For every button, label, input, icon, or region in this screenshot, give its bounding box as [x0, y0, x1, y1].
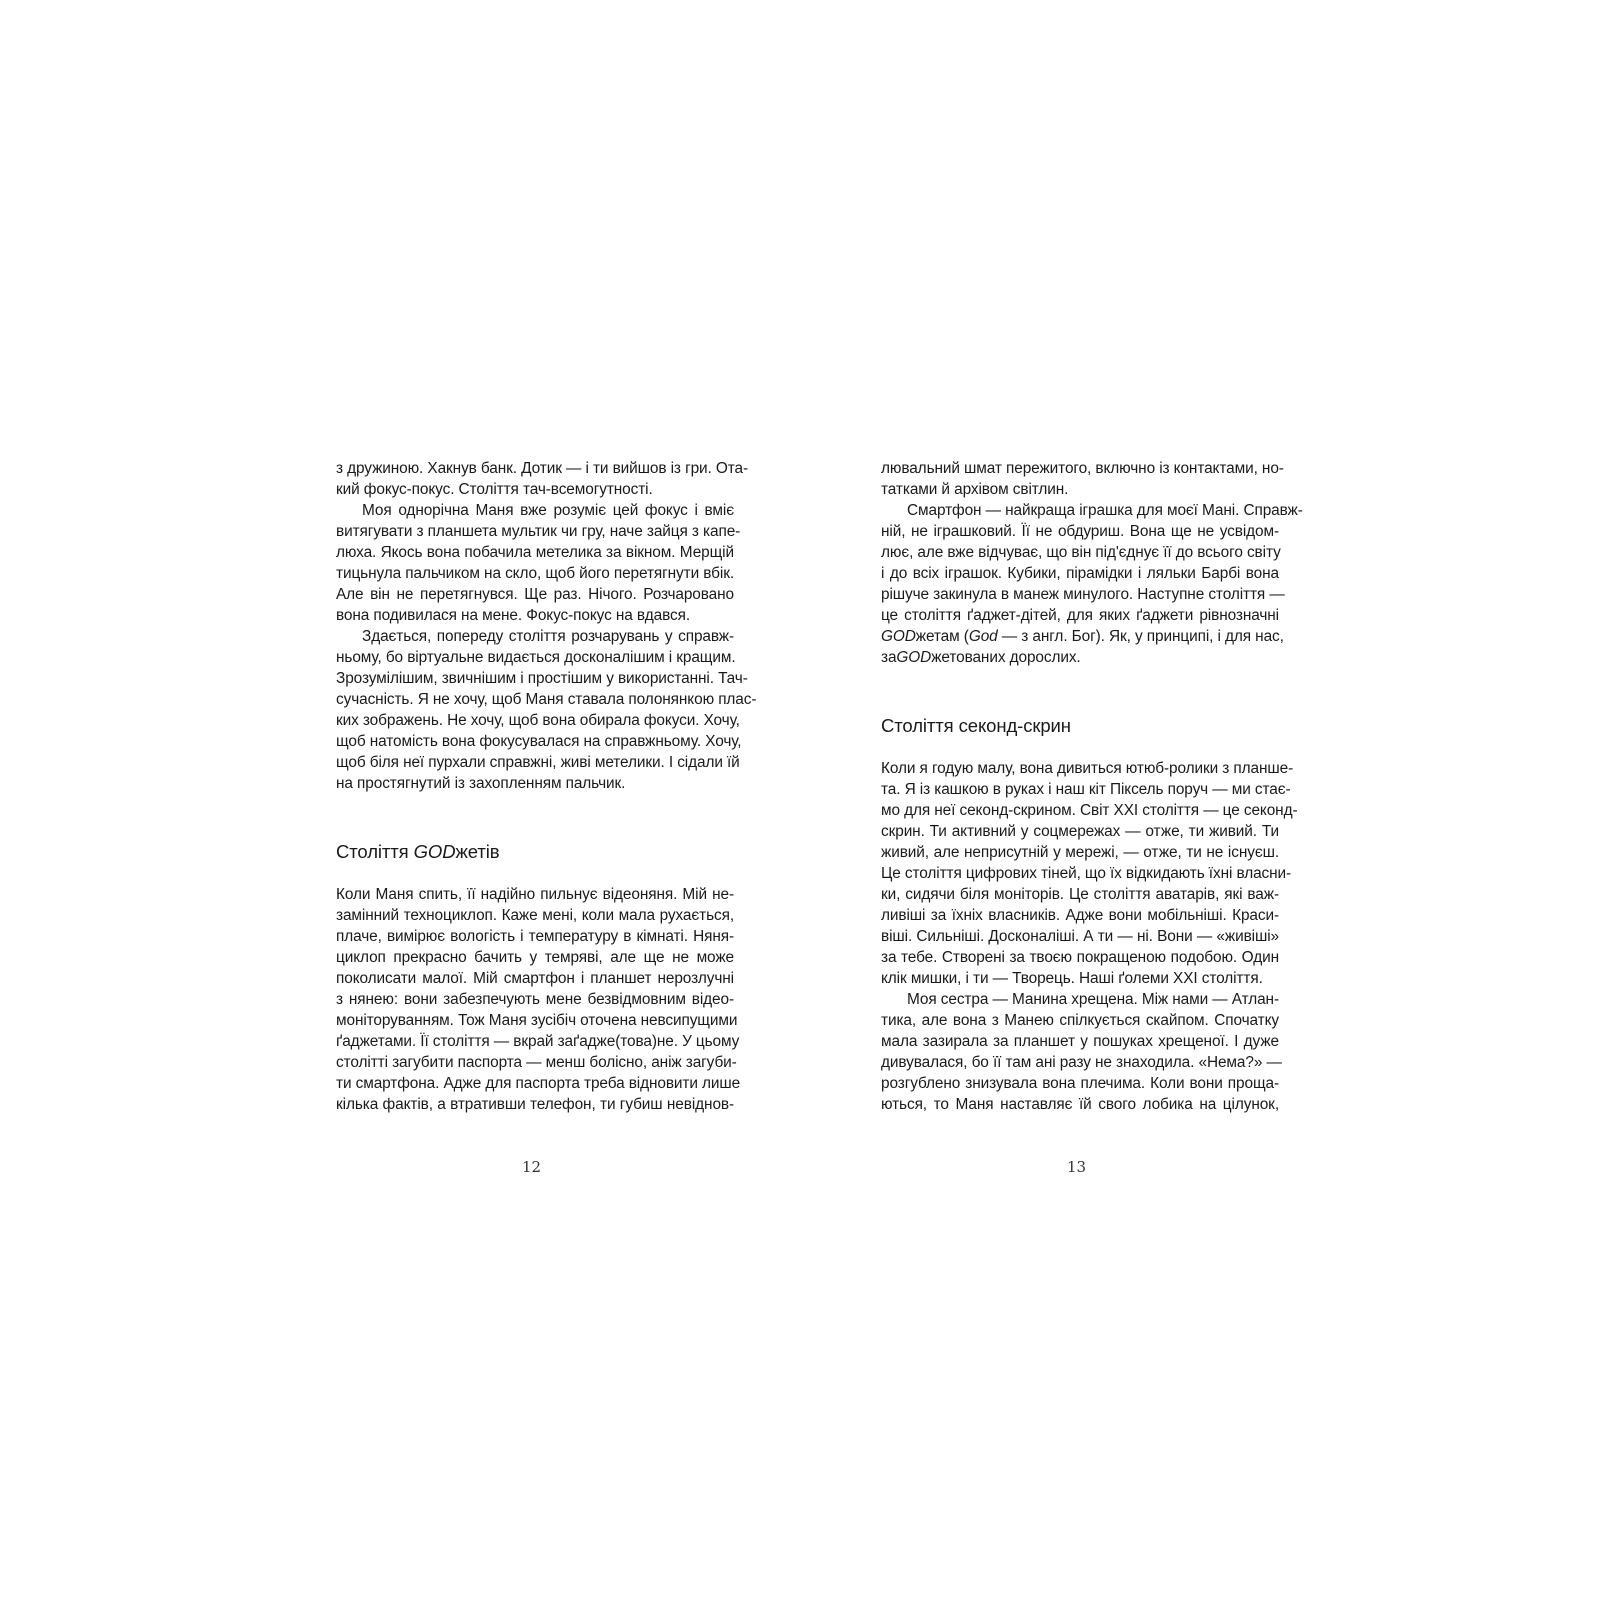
text-line: щоб натомість вона фокусувалася на справжньому. Хочу, [336, 733, 742, 750]
text-line: Здається, попереду століття розчарувань у справж- [362, 628, 734, 645]
text-line: столітті загубити паспорта — менш болісно, аніж загуби- [336, 1054, 737, 1071]
text-line: на простягнутий із захопленням пальчик. [336, 775, 626, 792]
spacer [336, 864, 734, 884]
text-line: Але він не перетягнувся. Ще раз. Нічого. Розчаровано [336, 586, 734, 603]
text-line: Смартфон — найкраща іграшка для моєї Мані. Справж- [907, 502, 1303, 519]
section-heading [336, 840, 734, 864]
text-line: татками й архівом світлин. [881, 481, 1069, 498]
text-line: ній, не іграшковий. Її не обдуриш. Вона ще не усвідом- [881, 523, 1279, 540]
text-line: Це століття цифрових тіней, що їх відкидають їхні власни- [881, 865, 1292, 882]
text-line: за тебе. Створені за твоєю покращеною подобою. Один [881, 949, 1279, 966]
text-line: ких зображень. Не хочу, щоб вона обирала фокуси. Хочу, [336, 712, 740, 729]
text-line: з дружиною. Хакнув банк. Дотик — і ти вийшов із гри. Ота- [336, 460, 749, 477]
text-line: ються, то Маня наставляє їй свого лобика на цілунок, [881, 1096, 1279, 1113]
text-line: ти смартфона. Адже для паспорта треба відновити лише [336, 1075, 741, 1092]
text-line: живий, але неприсутній у мережі, — отже, ти не існуєш. [881, 844, 1279, 861]
heading-text: Століття [336, 841, 414, 862]
text-line: ґаджетами. Її століття — вкрай заґадже(това)не. У цьому [336, 1033, 740, 1050]
text-line: з нянею: вони забезпечують мене безвідмовним відео- [336, 991, 734, 1008]
heading-text: жетів [455, 841, 500, 862]
text-line: Коли Маня спить, її надійно пильнує відеоняня. Мій не- [336, 886, 734, 903]
text-line [881, 626, 1284, 647]
text-line: скрин. Ти активний у соцмережах — отже, ти живий. Ти [881, 823, 1279, 840]
text-line: Моя сестра — Манина хрещена. Між нами — Атлан- [907, 991, 1279, 1008]
text-line [881, 647, 1279, 668]
text-line: та. Я із кашкою в руках і наш кіт Піксель поруч — ми стає- [881, 781, 1291, 798]
text-line: ньому, бо віртуальне видається досконалішим і кращим. [336, 649, 736, 666]
text-line: це століття ґаджет-дітей, для яких ґаджети рівнозначні [881, 607, 1279, 624]
text-line: і до всіх іграшок. Кубики, пірамідки і ляльки Барбі вона [881, 565, 1279, 582]
text-line: моніторуванням. Тож Маня зусібіч оточена невсипущими [336, 1012, 738, 1029]
text-line: тицьнула пальчиком на скло, щоб його перетягнути вбік. [336, 565, 735, 582]
text-line: клік мишки, і ти — Творець. Наші ґолеми XXI століття. [881, 970, 1263, 987]
left-page-text [336, 458, 757, 1115]
text-line: віші. Сильніші. Досконаліші. А ти — ні. Вони — «живіші» [881, 928, 1279, 945]
text-fragment: за [881, 649, 897, 666]
page-number: 12 [522, 1158, 542, 1176]
italic-text: God [968, 628, 998, 645]
text-line: рішуче закинула в манеж минулого. Наступне століття — [881, 586, 1285, 603]
text-line: ки, сидячи біля моніторів. Це століття аватарів, які важ- [881, 886, 1279, 903]
spacer [881, 738, 1279, 758]
text-line: тика, але вона з Манею спілкується скайпом. Спочатку [881, 1012, 1279, 1029]
section-heading: Століття секонд-скрин [881, 715, 1071, 736]
text-fragment: — з англ. Бог). Як, у принципі, і для нас, [997, 628, 1284, 645]
text-fragment: жетованих дорослих. [931, 649, 1081, 666]
text-line: кілька фактів, а втративши телефон, ти губиш невіднов- [336, 1096, 734, 1113]
text-fragment: жетам ( [915, 628, 969, 645]
text-line: мала зазирала за планшет у пошуках хрещеної. І дуже [881, 1033, 1279, 1050]
italic-text: GOD [881, 628, 916, 645]
text-line: сучасність. Я не хочу, щоб Маня ставала полонянкою плас- [336, 691, 757, 708]
heading-italic: GOD [413, 841, 456, 862]
right-page [800, 0, 1600, 1600]
page-number: 13 [1067, 1158, 1087, 1176]
spacer [881, 668, 1279, 714]
spacer [336, 794, 734, 840]
text-line: поколисати малої. Мій смартфон і планшет нерозлучні [336, 970, 734, 987]
text-line: Моя однорічна Маня вже розуміє цей фокус і вміє [362, 502, 734, 519]
text-line: Зрозумілішим, звичнішим і простішим у використанні. Тач- [336, 670, 748, 687]
text-line: щоб біля неї пурхали справжні, живі метелики. І сідали їй [336, 754, 740, 771]
text-line: розгублено знизувала вона плечима. Коли вони проща- [881, 1075, 1279, 1092]
text-line: циклоп прекрасно бачить у темряві, але ще не може [336, 949, 734, 966]
text-line: витягувати з планшета мультик чи гру, наче зайця з капе- [336, 523, 741, 540]
text-line: кий фокус-покус. Століття тач-всемогутності. [336, 481, 653, 498]
text-line: плаче, вимірює вологість і температуру в кімнаті. Няня- [336, 928, 734, 945]
text-line: лювальний шмат пережитого, включно із контактами, но- [881, 460, 1284, 477]
text-line: люха. Якось вона побачила метелика за вікном. Мерщій [336, 544, 734, 561]
text-line: мо для неї секонд-скрином. Світ XXI століття — це секонд- [881, 802, 1298, 819]
text-line: Коли я годую малу, вона дивиться ютюб-ролики з планше- [881, 760, 1294, 777]
text-line: вона подивилася на мене. Фокус-покус на вдався. [336, 607, 691, 624]
text-line: лює, але вже відчуває, що він під'єднує її до всього світу [881, 544, 1281, 561]
text-line: замінний техноциклоп. Каже мені, коли мала рухається, [336, 907, 734, 924]
text-line: дивувалася, бо її там ані разу не знаходила. «Нема?» — [881, 1054, 1282, 1071]
right-page-text [881, 458, 1303, 1115]
italic-text: GOD [896, 649, 932, 666]
text-line: ливіші за їхніх власників. Адже вони мобільніші. Краси- [881, 907, 1279, 924]
